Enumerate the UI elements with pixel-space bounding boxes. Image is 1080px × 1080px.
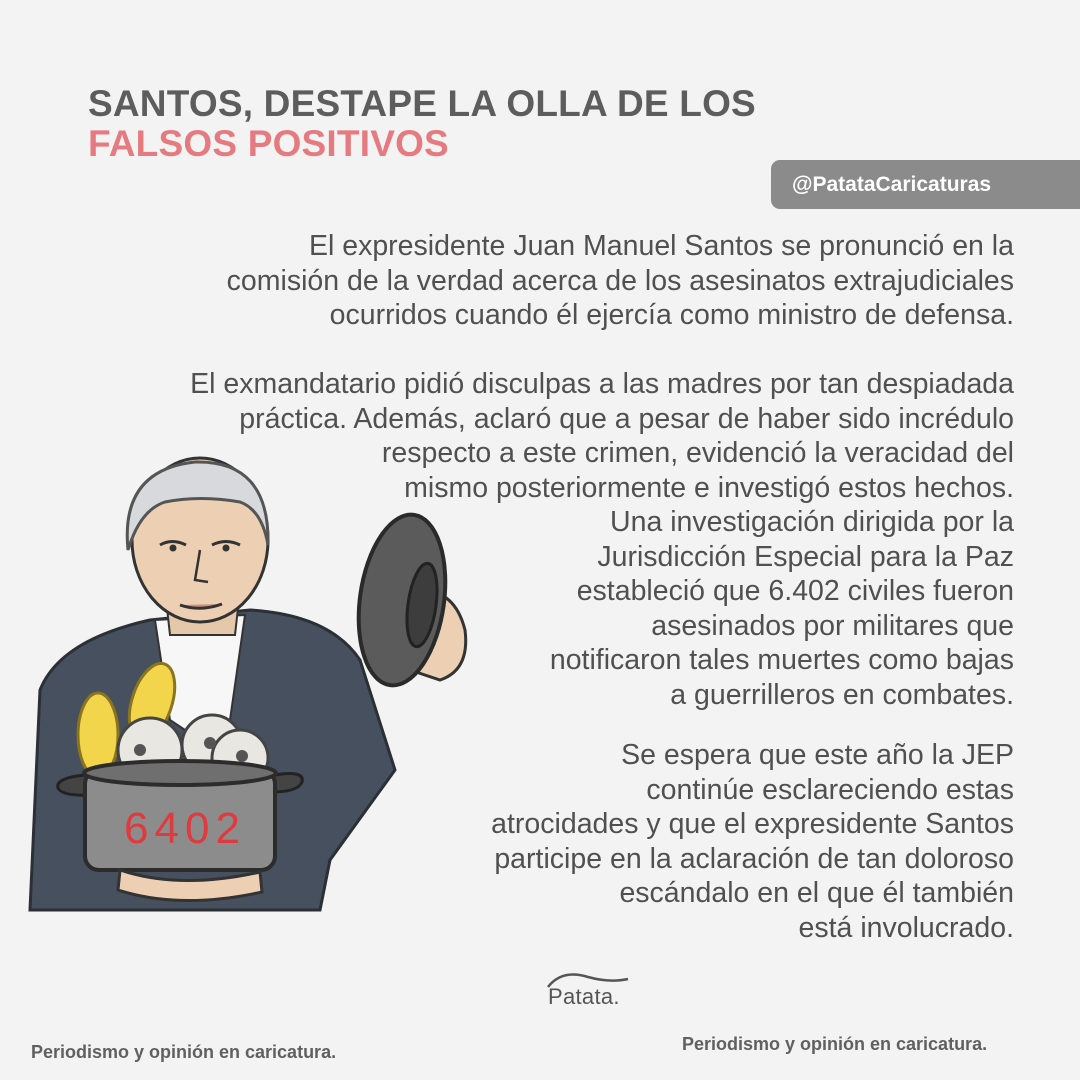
social-handle-badge: @PatataCaricaturas — [771, 160, 1080, 209]
paragraph-1-line: comisión de la verdad acerca de los asesinatos extrajudiciales — [226, 264, 1014, 297]
paragraph-2-line: práctica. Además, aclaró que a pesar de haber sido incrédulo — [239, 402, 1014, 435]
paragraph-2-line: Jurisdicción Especial para la Paz — [597, 540, 1014, 573]
paragraph-2-line: respecto a este crimen, evidenció la veracidad del — [381, 437, 1014, 469]
paragraph-3-line: atrocidades y que el expresidente Santos — [491, 808, 1014, 840]
paragraph-1-line: ocurridos cuando él ejercía como ministro de defensa. — [329, 299, 1014, 331]
paragraph-2-line: mismo posteriormente e investigó estos hechos. — [404, 471, 1014, 504]
paragraph-1 — [227, 229, 1014, 333]
patata-logo: Patata. — [548, 984, 620, 1009]
paragraph-2-line: estableció que 6.402 civiles fueron — [576, 575, 1014, 607]
footer-tagline-left: Periodismo y opinión en caricatura. — [31, 1042, 337, 1062]
paragraph-3 — [491, 738, 1014, 945]
paragraph-3-line: continúe esclareciendo estas — [646, 773, 1014, 806]
headline-line-1: SANTOS, DESTAPE LA OLLA DE LOS — [88, 83, 756, 124]
footer-tagline-right: Periodismo y opinión en caricatura. — [682, 1034, 988, 1054]
paragraph-3-line: escándalo en el que él también — [619, 877, 1014, 909]
paragraph-2-line: a guerrilleros en combates. — [670, 678, 1014, 711]
paragraph-2-line: El exmandatario pidió disculpas a las madres por tan despiadada — [190, 368, 1014, 400]
headline — [88, 84, 756, 164]
pot-number: 6402 — [124, 804, 246, 853]
paragraph-1-line: El expresidente Juan Manuel Santos se pronunció en la — [308, 230, 1014, 262]
paragraph-3-line: Se espera que este año la JEP — [621, 739, 1014, 771]
paragraph-3-line: participe en la aclaración de tan doloroso — [494, 842, 1014, 875]
paragraph-2-line: Una investigación dirigida por la — [610, 506, 1014, 538]
paragraph-2 — [190, 367, 1014, 712]
headline-line-2: FALSOS POSITIVOS — [88, 123, 449, 164]
paragraph-2-line: asesinados por militares que — [651, 609, 1014, 642]
paragraph-3-line: está involucrado. — [798, 911, 1014, 944]
paragraph-2-line: notificaron tales muertes como bajas — [549, 644, 1014, 676]
